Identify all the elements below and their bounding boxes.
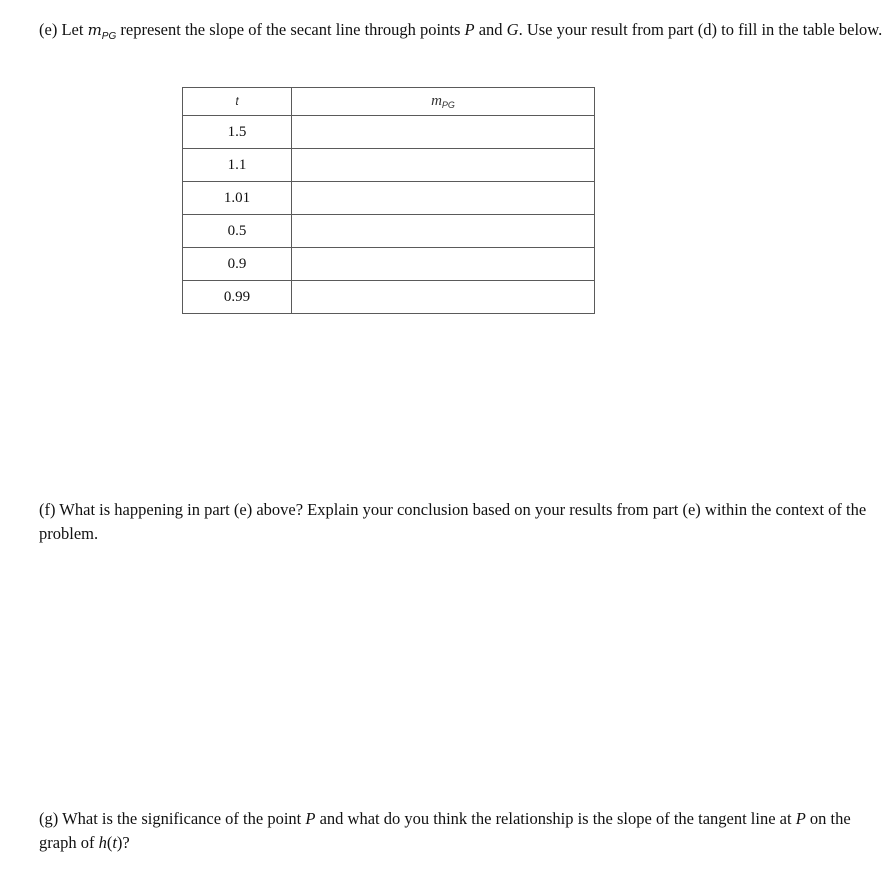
t-value-cell: 1.01: [183, 182, 292, 215]
t-value-cell: 0.5: [183, 215, 292, 248]
part-g-text-4: ?: [122, 833, 130, 852]
t-value-cell: 0.9: [183, 248, 292, 281]
point-p-label: P: [464, 20, 475, 39]
slope-answer-cell[interactable]: [292, 248, 595, 281]
part-e-text-3: . Use your result from part (d) to fill in the table below.: [518, 20, 883, 39]
point-g-label: G: [506, 20, 519, 39]
slope-symbol-subscript: PG: [101, 31, 117, 42]
part-g-text-3: on the graph of: [39, 809, 851, 852]
part-e-label: (e) Let: [39, 20, 84, 39]
slope-answer-cell[interactable]: [292, 149, 595, 182]
part-g-text-2: and what do you think the relationship is the slope of the tangent line at: [315, 809, 796, 828]
part-e-text-1: represent the slope of the secant line through points: [116, 20, 465, 39]
function-name: h: [98, 833, 107, 852]
table-header-row: [183, 88, 595, 116]
table-row: [183, 248, 595, 281]
slope-answer-cell[interactable]: [292, 182, 595, 215]
slope-answer-cell[interactable]: [292, 116, 595, 149]
part-e-text-2: and: [474, 20, 507, 39]
slope-answer-cell[interactable]: [292, 281, 595, 314]
point-p-label: P: [305, 809, 316, 828]
t-value-cell: 1.5: [183, 116, 292, 149]
secant-slope-table: [182, 87, 595, 314]
function-variable: t: [112, 833, 117, 852]
part-g-prompt: [39, 807, 887, 855]
t-header-text: t: [235, 94, 239, 108]
point-p-label: P: [795, 809, 806, 828]
function-paren-open: (: [106, 833, 113, 852]
slope-answer-cell[interactable]: [292, 215, 595, 248]
part-f-prompt: (f) What is happening in part (e) above? Explain your conclusion based on your results from part (e) within the context of the problem.: [39, 500, 867, 543]
table-row: [183, 281, 595, 314]
slope-header-symbol: m: [431, 93, 442, 109]
table-row: [183, 215, 595, 248]
t-value-cell: 1.1: [183, 149, 292, 182]
t-column-header: [183, 88, 292, 116]
t-value-cell: 0.99: [183, 281, 292, 314]
table-row: [183, 116, 595, 149]
slope-header-subscript: PG: [441, 100, 455, 110]
table-row: [183, 149, 595, 182]
table-row: [183, 182, 595, 215]
slope-symbol: m: [87, 21, 102, 39]
part-e-prompt: [39, 18, 887, 49]
part-g-text-1: (g) What is the significance of the point: [39, 809, 306, 828]
slope-column-header: [292, 88, 595, 116]
function-paren-close: ): [116, 833, 123, 852]
